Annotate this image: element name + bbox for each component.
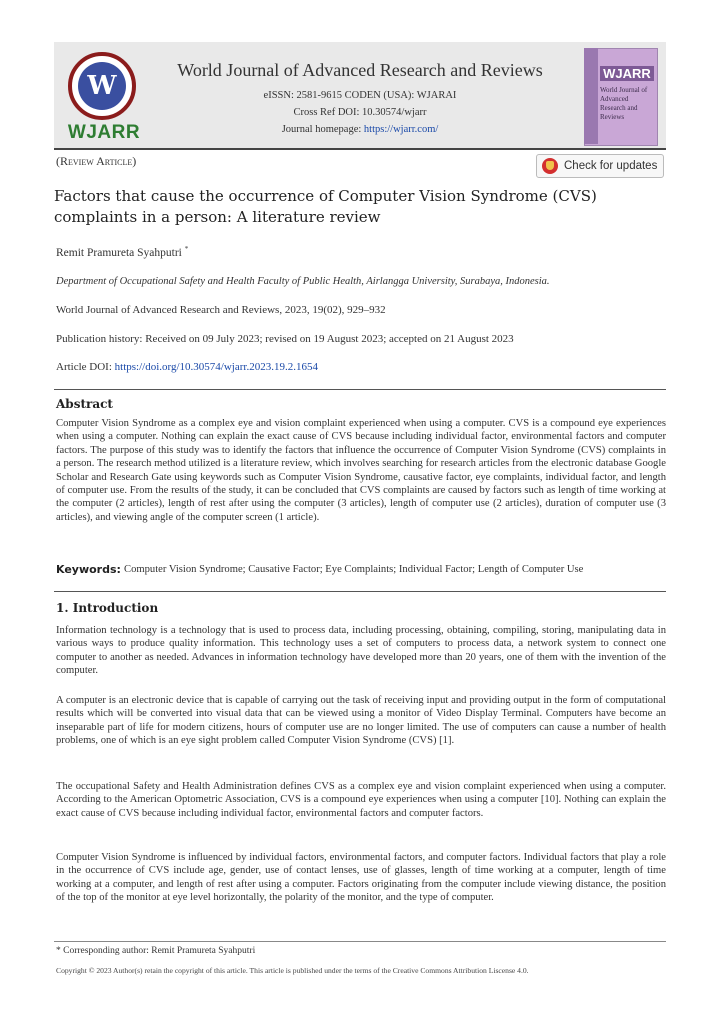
introduction-heading: 1. Introduction [56, 601, 159, 615]
author [56, 245, 188, 259]
journal-logo [68, 52, 136, 120]
check-for-updates-label: Check for updates [564, 160, 658, 172]
keywords-text: Computer Vision Syndrome; Causative Factor; Eye Complaints; Individual Factor; Length of Computer Use [124, 564, 584, 575]
issn-line: eISSN: 2581-9615 CODEN (USA): WJARAI [263, 90, 457, 101]
doi-link[interactable]: https://doi.org/10.30574/wjarr.2023.19.2.1654 [114, 361, 318, 373]
doi-label: Article DOI: [56, 361, 112, 373]
logo-letter: W [78, 62, 126, 110]
department: Department of Occupational Safety and Health Faculty of Public Health, Airlangga University, Surabaya, Indonesia. [56, 276, 550, 287]
abstract-top-rule [54, 389, 666, 390]
author-mark: * [184, 245, 189, 253]
article-type: (Review Article) [56, 154, 137, 168]
intro-paragraph-3: The occupational Safety and Health Administration defines CVS as a complex eye and vision complaint experienced when using a computer. According to the American Optometric Association, CVS is a compound eye experiences when using a computer [10]. Nothing can explain the exact cause of CVS because including individual factor, environmental factors and computer factors. [56, 781, 666, 819]
copyright-notice: Copyright © 2023 Author(s) retain the copyright of this article. This article is published under the terms of the Creative Commons Attribution Liscense 4.0. [56, 966, 529, 975]
article-title: Factors that cause the occurrence of Computer Vision Syndrome (CVS) complaints in a person: A literature review [54, 187, 597, 226]
homepage-link[interactable]: https://wjarr.com/ [363, 124, 439, 135]
article-doi [56, 361, 318, 373]
cover-subtitle: World Journal of Advanced Research and Reviews [600, 86, 648, 121]
author-name: Remit Pramureta Syahputri [56, 246, 182, 259]
homepage-label: Journal homepage: [281, 124, 362, 135]
homepage-line [150, 124, 570, 135]
crossref-doi-line: Cross Ref DOI: 10.30574/wjarr [293, 107, 427, 118]
journal-title: World Journal of Advanced Research and Reviews [177, 60, 543, 80]
corresponding-author: * Corresponding author: Remit Pramureta Syahputri [56, 946, 256, 956]
citation: World Journal of Advanced Research and Reviews, 2023, 19(02), 929–932 [56, 304, 386, 316]
cover-spine [584, 48, 598, 144]
publication-history: Publication history: Received on 09 July 2023; revised on 19 August 2023; accepted on 21 August 2023 [56, 333, 514, 345]
crossmark-icon [542, 158, 558, 174]
footnote-rule [54, 941, 666, 942]
keywords-label: Keywords: [56, 563, 121, 576]
cover-title: WJARR [600, 66, 654, 81]
introduction-top-rule [54, 591, 666, 592]
abstract-text: Computer Vision Syndrome as a complex eye and vision complaint experienced when using a computer. CVS is a compound eye experiences when using a computer. Nothing can explain the exact cause of CVS because including individual factor, environmental factors and computer factors. The purpose of this study was to identify the factors that influence the occurrence of Computer Vision Syndrome (CVS) complaints in a person. The research method utilized is a literature review, which involves searching for research articles from the electronic database Google Scholar and Research Gate using keywords such as Computer Vision Syndrome, causative factor, eye complaints, individual factor, and length of computer use. From the results of the study, it can be concluded that CVS complaints are caused by factors such as length of time working at the computer (2 articles), length of rest after using the computer (3 articles), length of computer use (2 articles), duration of computer use (3 articles), and viewing angle of the computer screen (1 article). [56, 418, 666, 523]
intro-paragraph-1: Information technology is a technology that is used to process data, including processing, obtaining, compiling, storing, manipulating data in various ways to produce quality information. This technology uses a set of computers to process data, a network system to connect one computer to another as needed. Advances in information technology have developed more than 20 years, one of them with the invention of the computer. [56, 625, 666, 677]
logo-text: WJARR [67, 122, 141, 143]
intro-paragraph-2: A computer is an electronic device that is capable of carrying out the task of receiving input and providing output in the form of computational results which will be converted into visual data that can be viewed using a monitor of Video Display Terminal. Computers have become an inseparable part of life for modern citizens, hours of computer use are no longer limited. The use of computers can cause a number of health problems, one of which is an eye sight problem called Computer Vision Syndrome (CVS) [1]. [56, 695, 666, 747]
abstract-heading: Abstract [56, 397, 113, 411]
check-for-updates-button[interactable] [536, 154, 664, 178]
intro-paragraph-4: Computer Vision Syndrome is influenced by individual factors, environmental factors, and computer factors. Individual factors that play a role in the occurrence of CVS include age, gender, use of contact lenses, use of glasses, length of time working at a computer, length of time working at a computer, and length of rest after using a computer. Factors originating from the computer include viewing distance, the position of the top of the monitor at eye level horizontally, the polarity of the monitor, and the type of computer. [56, 852, 666, 904]
